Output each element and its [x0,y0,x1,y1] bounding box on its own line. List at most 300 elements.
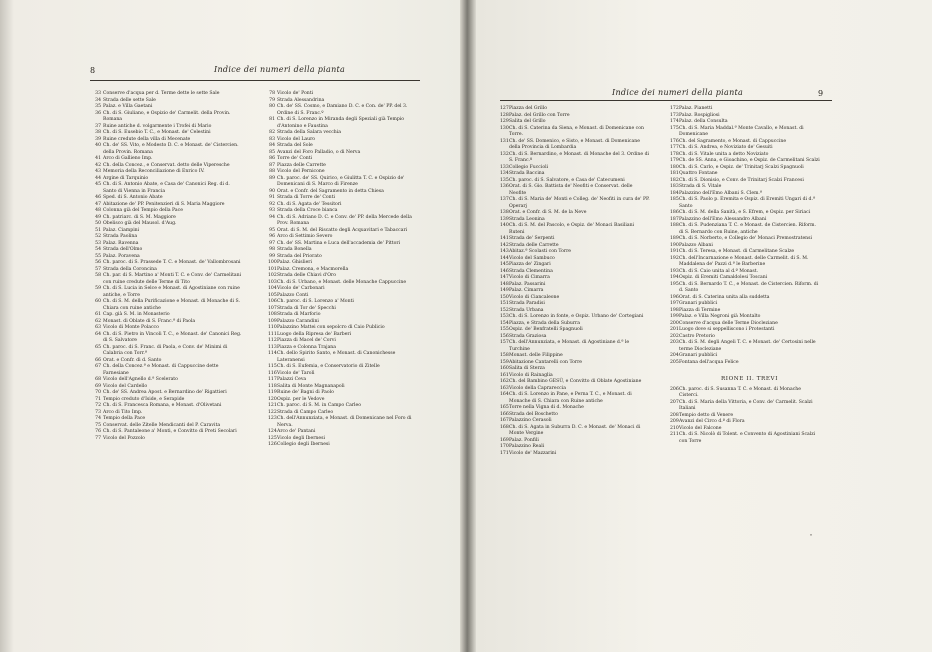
entry-text: Ch. di S. Francesca Romana, e Monast. d'Olivetani [103,403,222,408]
entry-number: 109 [268,318,277,324]
entry-text: Ch. di S. Adriano D. C. e Conv. de' PP. della Mercede della Prov. Romana [277,214,412,226]
entry-text: Ch. di S. Antonio Abate, e Casa de' Canonici Reg. di d. Santo di Vienna in Francia [103,182,230,194]
entry-number: 170 [500,444,509,449]
index-entry [670,282,820,295]
entry-text: Piazza, e Strada della Suburra [509,320,580,326]
entry-number: 100 [268,260,277,265]
entry-text: Palaz. Pianetti [679,106,713,111]
entry-text: Palaz. del Grillo con Torre [509,112,570,118]
entry-text: Ch. di S. Maria de' Monti e Colleg. de' Neofiti in cura de' PP. Operarj [509,197,650,209]
entry-text: Piazza del Grillo [509,106,547,111]
entry-text: Ch. dell'Annunziata, e Monast. di Agostiniane d.ª le Turchine [509,340,630,352]
entry-text: Strada del Priorato [277,253,322,259]
entry-number: 63 [95,325,101,330]
entry-text: Strada Paolina [103,234,138,239]
entry-number: 94 [269,214,275,220]
entry-text: Strada Bonella [277,247,312,252]
entry-number: 140 [500,223,509,228]
header-rule [90,80,420,81]
entry-text: Ch. paroc. de' SS. Quirico, e Giulitta T. C. e Ospizio de' Domenicani di S. Marco di Firenze [277,175,405,187]
entry-number: 62 [95,318,101,324]
entry-number: 203 [670,340,679,345]
entry-number: 176 [670,138,679,144]
entry-text: Vicolo del Cardello [103,383,148,389]
entry-text: Vicolo del Pozzolo [103,435,145,441]
entry-number: 117 [268,377,277,382]
index-entry [268,215,418,228]
entry-number: 76 [95,429,101,434]
entry-text: Vicolo de' Mazzarini [509,450,557,456]
entry-text: Strada delle Chiavi d'Oro [277,273,336,278]
entry-text: Ch. di S. Norberto, e Collegio de' Monaci Premostratensi [679,236,812,241]
entry-text: Ch. del Bambino GESÙ, e Convitto di Oblate Agostiniane [509,379,642,384]
index-entry [268,416,418,429]
entry-text: Strada di Torre de' Conti [277,195,335,200]
entry-number: 35 [95,104,101,109]
entry-number: 185 [670,197,679,202]
entry-text: Ch. dell'Annunziata, e Monast. di Domenicane nel Foro di Nerva. [277,416,412,428]
entry-text: Conserve d'acqua delle Terme Diocleziane [679,320,778,326]
entry-text: Arco de' Pantani [277,429,316,434]
entry-number: 174 [670,119,679,124]
entry-text: Granari pubblici [679,301,718,306]
entry-text: Salita di Monte Magnanapoli [277,383,345,389]
index-entry [94,364,244,377]
entry-number: 44 [95,175,101,181]
entry-text: Palaz. Ravenna [103,240,139,246]
entry-number: 171 [500,450,509,456]
entry-text: Tempio detto di Venere [679,412,734,418]
entry-text: Ospiz. di Eremiti Camaldolesi Toscani [679,275,768,280]
entry-number: 38 [95,130,101,135]
index-entry [94,182,244,195]
entry-number: 141 [500,236,509,241]
entry-text: Ch. paroc. di S. Lorenzo a' Monti [277,299,354,304]
entry-number: 66 [95,357,101,363]
entry-number: 124 [268,429,277,434]
entry-text: Ch. de' SS. Martina e Luca dell'accademia de' Pittori [277,240,401,246]
entry-text: Ch. di S. Urbano, e Monast. delle Monache Cappuccine [277,279,407,285]
entry-text: Orat. e Confr. di d. Santo [103,357,162,363]
entry-number: 33 [95,91,101,96]
entry-text: Ch. de' SS. Cosmo, e Damiano D. C. e Con. de' PP. del 3. Ordine di S. Franc.º [277,104,408,116]
entry-text: Cap. già S. M. in Monasterio [103,312,170,317]
entry-number: 116 [268,370,277,376]
entry-text: Ch. di S. Maria Maddal.ª Monte Cavallo, e Monast. di Domenicane [679,125,804,137]
entry-number: 134 [500,171,509,176]
entry-number: 51 [95,227,101,233]
entry-text: Palaz. Poravena [103,253,140,259]
entry-number: 148 [500,281,509,287]
entry-number: 195 [670,281,679,287]
entry-number: 139 [500,216,509,222]
entry-text: Vicolo del Sambuco [509,255,555,261]
entry-number: 91 [269,195,275,200]
entry-text: Palazzo Carandini [277,318,319,324]
entry-number: 65 [95,344,101,350]
entry-number: 39 [95,136,101,142]
index-entry [670,223,820,236]
index-entry [94,299,244,312]
entry-number: 112 [268,338,277,343]
entry-text: Ch. di S. Pantaleone a' Monti, e Convitto di Preti Secolari [103,429,237,434]
header-rule [500,100,832,101]
entry-number: 120 [268,396,277,402]
entry-number: 74 [95,416,101,421]
entry-number: 144 [500,255,509,261]
entry-text: Vicolo della Caprareccia [509,385,566,391]
entry-text: Salita del Grillo [509,119,546,124]
entry-text: Vicolo de' Carbonari [277,286,325,291]
entry-text: Abitaz.ª Scolasti con Torre [509,249,572,254]
entry-text: Ch. di S. Dionisio, e Conv. de Trinitarj Scalzi Francesi [679,177,804,183]
entry-text: Strada di Campo Carleo [277,409,334,415]
entry-text: Strada della Croce bianca [277,208,338,213]
entry-number: 50 [95,221,101,226]
entry-number: 104 [268,286,277,291]
entry-text: Quattro Fontane [679,171,718,176]
entry-number: 122 [268,409,277,415]
entry-number: 48 [95,208,101,213]
entry-number: 89 [269,175,275,181]
entry-text: Palazzino Reali [509,444,545,449]
entry-text: Castro Pretorio [679,333,715,339]
entry-number: 159 [500,359,509,365]
entry-text: Palazzino Mattei con sepolcro di Caio Publicio [277,325,385,330]
entry-text: Luogo della Ripresa de' Barberi [277,331,352,337]
entry-text: Abitazione Cantarelli con Torre [509,359,583,365]
entry-number: 201 [670,327,679,332]
entry-text: Ch. patriarc. di S. M. Maggiore [103,214,176,220]
entry-number: 101 [268,266,277,272]
entry-text: Ch. di S. Caio unita al d.º Monast. [679,268,759,274]
entry-text: Ch. de' SS. Vito, e Modesto D. C. e Monast. de' Cistercien. della Provin. Romana [103,143,239,155]
entry-text: Ch. di S. Giuliano, e Ospizio de' Carmelit. della Provin. Romana [103,110,231,122]
entry-number: 71 [95,396,101,402]
entry-text: Ch. de' SS. Andrea Apost. e Bernardino de' Rigattieri [103,390,227,395]
entry-text: Conservat. delle Zitelle Mendicanti del P. Caravita [103,422,221,428]
entry-text: Vicolo de' Ponti [277,91,314,96]
entry-number: 137 [500,197,509,202]
entry-text: Orat. di S. Caterina unita alla suddetta [679,294,770,300]
index-entry [500,425,650,438]
entry-number: 92 [269,201,275,207]
entry-text: Vicolo di Rainaglia [509,372,553,378]
entry-text: Strada di Marforio [277,312,321,317]
entry-number: 102 [268,273,277,278]
entry-text: Sped. di S. Antonio Abate [103,195,163,200]
index-entry [500,139,650,152]
entry-number: 110 [268,325,277,330]
entry-text: Ch. di S. M. degli Angeli T. C. e Monast. de' Certosini nelle terme Diocleziane [679,340,816,352]
entry-text: Strada Alessandrina [277,97,325,103]
entry-text: Ch. di S. Carlo, e Ospiz. de' Trinitarj Scalzi Spagnuoli [679,164,804,170]
entry-text: Avanzi del Foro Palladio, o di Nerva [277,149,361,155]
entry-number: 53 [95,240,101,246]
entry-number: 198 [670,307,679,313]
entry-text: Orat. di S. Gio. Battista de' Neofiti e Conservat. delle Neofite [509,184,633,196]
entry-text: Palaz. Ponfili [509,437,539,443]
entry-text: Torre de' Conti [277,156,312,161]
entry-number: 204 [670,353,679,358]
entry-number: 143 [500,249,509,254]
entry-text: Ch. de SS. Anna, e Gioachino, e Ospiz. de Carmelitani Scalzi [679,158,820,163]
entry-text: Monast. delle Filippine [509,353,563,358]
entry-number: 142 [500,242,509,248]
entry-number: 40 [95,143,101,148]
entry-number: 105 [268,292,277,298]
entry-number: 177 [670,145,679,150]
entry-number: 166 [500,411,509,417]
entry-number: 180 [670,164,679,170]
entry-number: 34 [95,97,101,103]
entry-text: Monast. di Oblate di S. Franc.ª di Paola [103,318,196,324]
entry-text: Granari pubblici [679,353,718,358]
entry-number: 165 [500,405,509,410]
entry-text: Ch. di S. Lorenzo in fonte, e Ospiz. Urbano de' Cortegiani [509,314,644,319]
entry-number: 103 [268,279,277,285]
entry-number: 75 [95,422,101,428]
entry-text: Ruine de' Bagni di Paolo [277,390,334,395]
entry-number: 81 [269,117,275,122]
entry-number: 133 [500,164,509,170]
entry-number: 42 [95,162,101,168]
entry-number: 202 [670,333,679,339]
entry-number: 128 [500,112,509,118]
index-entry [268,117,418,130]
entry-text: Orat. e Confr. di S. M. de la Neve [509,210,587,215]
entry-number: 55 [95,253,101,259]
entry-number: 49 [95,214,101,220]
entry-text: Ch. paroc. di S. Salvatore, e Casa de' Catecumeni [509,177,625,183]
entry-text: Ch. di S. M. della Purificazione e Monast. di Monache di S. Chiara con ruine antiche [103,299,241,311]
entry-number: 164 [500,392,509,397]
entry-number: 52 [95,234,101,239]
entry-text: Palazzino Cerasoli [509,418,552,423]
entry-number: 57 [95,266,101,272]
entry-text: Ch. di S. M. del Pascolo, e Ospiz. de' Monaci Basiliani Ruteni [509,223,635,235]
entry-number: 169 [500,437,509,443]
entry-number: 43 [95,169,101,174]
entry-text: Ch. di S. Maria della Vittoria, e Conv. de' Carmelit. Scalzi Italiani [679,399,813,411]
entry-text: Vicolo del Pernicone [277,169,325,174]
index-entry [500,340,650,353]
entry-number: 119 [268,390,277,395]
index-entry [94,345,244,358]
index-entry [670,340,820,353]
entry-number: 132 [500,151,509,157]
entry-text: Ch. par. di S. Martino a' Monti T. C. e Conv. de' Carmelitani con ruine credute delle Terme di Tito [103,273,242,285]
entry-text: Strada dell'Olmo [103,247,143,252]
entry-text: Ch. paroc. di S. Franc. di Paola, e Conv. de' Minimi di Calabria con Torr.ª [103,344,228,356]
entry-text: Strada Graziosa [509,333,547,339]
entry-text: Ch. di S. Vitale unita a detto Noviziato [679,151,769,157]
entry-text: Colonna già del Tempio della Pace [103,208,183,213]
running-title: Indice dei numeri della pianta [612,88,744,97]
index-entry [268,442,418,449]
entry-number: 113 [268,344,277,350]
entry-number: 36 [95,110,101,116]
entry-text: Ch. della Concez.ª e Monast. di Cappuccine dette Farnesiane [103,364,219,376]
entry-number: 209 [670,419,679,424]
entry-text: Ch. del Sagramento, e Monast. di Cappuccine [679,138,787,144]
entry-number: 168 [500,424,509,430]
entry-number: 69 [95,383,101,389]
entry-number: 211 [670,432,679,437]
index-entry [94,332,244,345]
entry-number: 136 [500,184,509,189]
entry-number: 125 [268,435,277,441]
entry-text: Vicolo di Ciancaleone [509,294,560,300]
entry-text: Vicolo di Cimarra [509,275,550,280]
entry-number: 129 [500,119,509,124]
index-entry [268,176,418,189]
entry-number: 153 [500,314,509,319]
entry-number: 58 [95,273,101,278]
entry-number: 60 [95,299,101,304]
index-entry [670,126,820,139]
entry-number: 87 [269,162,275,168]
entry-text: Ch. di S. Pudenziana T. C. e Monast. de Cistercien. Riform. di S. Bernardo con Ruine, antiche [679,223,816,235]
entry-text: Ruine credute della villa di Mecenate [103,136,191,142]
entry-number: 56 [95,260,101,265]
entry-number: 154 [500,320,509,326]
entry-text: Ch. della Concez., e Conservat. detto delle Viperesche [103,162,230,168]
entry-number: 79 [269,97,275,103]
entry-number: 54 [95,247,101,252]
entry-number: 179 [670,158,679,163]
index-entry [670,197,820,210]
entry-text: Fontana dell'acqua Felice [679,359,739,365]
index-entry [670,360,820,367]
index-entry [670,400,820,413]
entry-number: 111 [268,331,277,337]
entry-text: Obelisco già del Mausol. d'Aug. [103,221,177,226]
entry-text: Palaz. e Villa Gaetani [103,104,153,109]
entry-number: 77 [95,435,101,441]
entry-number: 68 [95,377,101,382]
entry-number: 88 [269,169,275,174]
entry-text: Vicolo di Monte Polacco [103,325,159,330]
entry-number: 189 [670,236,679,241]
entry-number: 114 [268,351,277,356]
entry-text: Palaz. della Consulta [679,119,728,124]
entry-number: 151 [500,301,509,306]
entry-number: 127 [500,106,509,111]
entry-text: Tempio creduto d'Iside, e Serapide [103,396,185,402]
page-number: 8 [90,66,96,75]
entry-text: Ch. di S. Pietro in Vincoli T. C., e Monast. de' Canonici Reg. di S. Salvatore [103,331,242,343]
entry-number: 80 [269,104,275,109]
entry-text: Ch. di S. Eufemia, e Conservatorio di Zitelle [277,364,380,369]
entry-text: Strada Baccina [509,171,545,176]
entry-text: Ch. di S. Paolo p. Eremita e Ospiz. di Eremiti Ungari di d.ª Santo [679,197,816,209]
entry-text: Ch. di S. Lorenzo in Pane, e Perna T. C., e Monast. di Monache di S. Chiara con Ruine antiche [509,392,632,404]
entry-text: Strada Paradisi [509,301,545,306]
entry-number: 93 [269,208,275,213]
printer-mark: * [810,533,812,538]
entry-text: Ch. di S. Bernardino, e Monast. di Monache del 3. Ordine di S. Franc.º [509,151,649,163]
entry-text: Ch. de' SS. Domenico, e Sisto, e Monast. di Domenicane della Provincia di Lombardia [509,138,640,150]
entry-text: Vicolo del Lauro [277,136,316,142]
entry-number: 199 [670,314,679,319]
entry-number: 59 [95,286,101,291]
entry-text: Ch. di S. Agata in Suburra D. C. e Monast. de' Monaci di Monte Vergine [509,424,641,436]
entry-text: Palazzino dell'Emo Albani S. Clem.ª [679,190,763,196]
entry-number: 187 [670,216,679,222]
entry-number: 190 [670,242,679,248]
left-page [0,0,460,652]
right-page [476,0,932,652]
entry-number: 135 [500,177,509,183]
entry-number: 82 [269,130,275,135]
entry-number: 173 [670,112,679,118]
entry-text: Vicolo dell'Agnello d.ª Scelerato [103,377,178,382]
entry-text: Luogo dove si seppelliscono i Protestanti [679,327,775,332]
entry-number: 107 [268,305,277,311]
entry-number: 85 [269,149,275,155]
entry-text: Abitazione de' PP. Penitenzieri di S. Maria Maggiore [103,201,225,207]
entry-number: 194 [670,275,679,280]
index-entry [94,111,244,124]
entry-number: 123 [268,416,277,421]
entry-number: 167 [500,418,509,423]
entry-number: 72 [95,403,101,408]
entry-number: 193 [670,268,679,274]
entry-text: Tempio della Pace [103,416,146,421]
entry-text: Vicolo de' Tarolì [277,370,315,376]
book-gutter [460,0,476,652]
entry-text: Strada del Sole [277,143,313,148]
entry-text: Collegio Fuccioli [509,164,549,170]
entry-number: 210 [670,425,679,431]
entry-number: 99 [269,253,275,259]
entry-number: 146 [500,268,509,274]
entry-text: Ch. paroc. di S. Prassede T. C. e Monast. de' Vallombrosani [103,260,241,265]
entry-text: Ch. di S. Teresa, e Monast. di Carmelitane Scalze [679,249,795,254]
entry-number: 178 [670,151,679,157]
entry-number: 83 [269,136,275,142]
entry-number: 161 [500,372,509,378]
entry-text: Arco di Tito Imp. [103,409,143,415]
entry-number: 45 [95,182,101,187]
entry-text: Conserve d'acqua per d. Terme dette le sette Sale [103,91,220,96]
entry-text: Memoria della Reconciliazione di Enrico IV. [103,169,205,174]
entry-number: 73 [95,409,101,415]
entry-number: 156 [500,333,509,339]
entry-number: 130 [500,125,509,131]
running-title: Indice dei numeri della pianta [214,65,346,74]
entry-number: 150 [500,294,509,300]
entry-number: 147 [500,275,509,280]
page-number: 9 [818,89,824,98]
entry-number: 41 [95,156,101,161]
entry-number: 121 [268,403,277,408]
entry-text: Ch. paroc. di S. M. in Campo Carleo [277,403,361,408]
index-entry [500,451,650,458]
entry-number: 97 [269,240,275,246]
index-entry [500,184,650,197]
entry-number: 118 [268,383,277,389]
entry-text: Strada Urbana [509,307,544,313]
entry-number: 155 [500,327,509,332]
entry-number: 208 [670,412,679,418]
index-entry [268,351,418,364]
entry-number: 115 [268,364,277,369]
entry-text: Orat. di S. M. del Riscatto degli Acquavitari e Tabaccari [277,227,408,233]
entry-text: Piazza di Termine [679,307,721,313]
entry-text: Palaz. Cimarra [509,288,544,293]
